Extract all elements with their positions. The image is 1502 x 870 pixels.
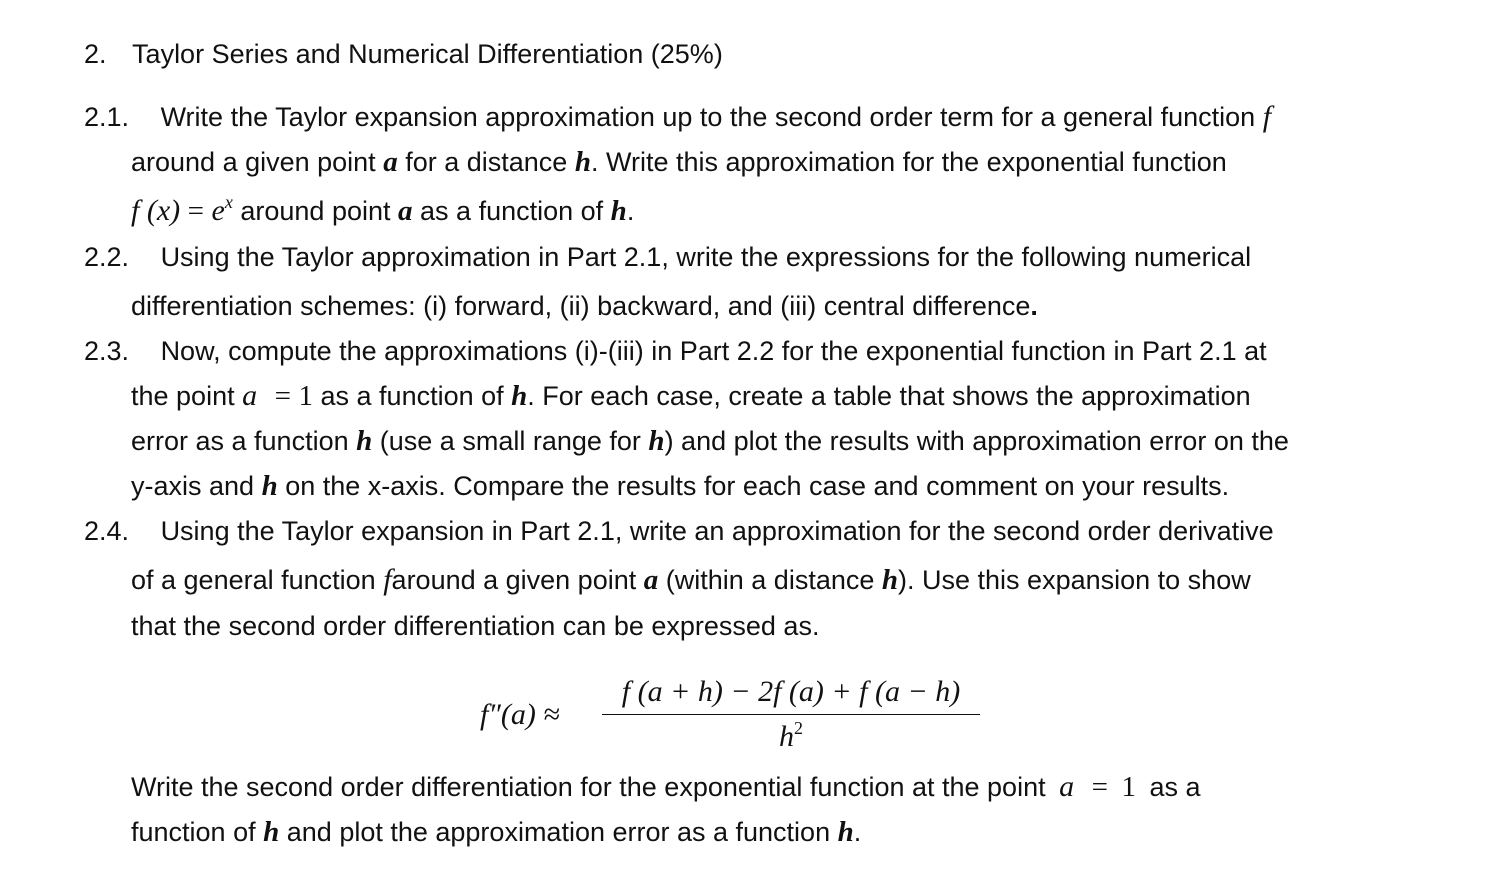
question-number: 2.3. [84,336,130,366]
formula-numerator: f (a + h) − 2f (a) + f (a − h) [621,675,961,708]
fraction-bar [602,714,980,715]
math-equals: = [1091,771,1108,803]
math-h: h [648,425,665,457]
question-2-1-line-2 [131,145,1227,179]
math-equals: = [187,195,205,227]
question-text: ). Use this expansion to show [898,565,1251,595]
math-a: a [383,146,398,178]
question-2-3-line-3 [131,424,1289,458]
section-title: Taylor Series and Numerical Differentiation (25%) [132,39,723,69]
question-2-4-write-line-2 [131,815,861,849]
question-text: . [626,196,635,226]
math-h: h [263,816,280,848]
math-equals: = [274,380,291,412]
question-text: as a [1149,772,1201,802]
question-2-2-line-2 [131,289,1038,323]
math-a: a [1059,770,1075,803]
question-text: that the second order differentiation can be expressed as. [131,611,820,641]
question-text: differentiation schemes: (i) forward, (ii) backward, and (iii) central difference [131,291,1031,321]
question-2-2-line-1 [84,240,1251,274]
formula-fraction [602,672,980,757]
math-one: 1 [1121,771,1136,803]
question-text: Using the Taylor expansion in Part 2.1, write an approximation for the second order derivative [160,516,1274,546]
question-text: as a function of [420,196,604,226]
denominator-exponent: 2 [794,718,803,738]
math-e: e [211,194,225,227]
question-number: 2.1. [84,102,130,132]
question-text: ) and plot the results with approximation error on the [664,426,1289,456]
question-text: around point [240,196,391,226]
question-2-4-write-line-1 [131,770,1201,804]
denominator-base: h [779,720,794,753]
math-h: h [574,146,591,178]
question-2-4-line-2 [131,563,1251,597]
question-text: . [853,817,862,847]
question-2-1-line-1 [84,100,1271,134]
section-number: 2. [84,39,107,69]
math-f: f [1262,100,1272,133]
question-2-4-line-1 [84,514,1274,548]
question-text: on the x-axis. Compare the results for each case and comment on your results. [285,471,1230,501]
math-h: h [881,564,899,596]
question-text: . For each case, create a table that shows the approximation [527,381,1251,411]
question-text: Now, compute the approximations (i)-(iii) in Part 2.2 for the exponential function in Part 2.1 at [160,336,1267,366]
math-a: a [398,195,413,227]
question-number: 2.2. [84,242,130,272]
question-text: the point [131,381,235,411]
math-h: h [511,380,528,412]
question-2-3-line-4 [131,469,1229,503]
math-h: h [261,470,278,502]
math-a: a [643,564,659,596]
question-text: around a given point [131,147,376,177]
question-2-1-line-3 [131,194,634,228]
question-2-3-line-2 [131,379,1251,413]
math-f: f [383,563,392,596]
math-h: h [837,816,854,848]
question-text: around a given point [391,565,637,595]
question-text: as a function of [320,381,504,411]
question-text: Using the Taylor approximation in Part 2.1, write the expressions for the following numerical [160,242,1252,272]
question-text: for a distance [405,147,568,177]
question-2-4-line-3 [131,609,819,643]
section-heading [84,37,723,71]
question-text: (within a distance [665,565,875,595]
question-text: (use a small range for [379,426,641,456]
question-text: . [1030,291,1038,321]
question-text: of a general function [131,565,376,595]
math-one: 1 [298,380,313,412]
formula-lhs: f″(a) ≈ [480,698,560,731]
math-exponent-x: x [224,192,233,212]
question-number: 2.4. [84,516,130,546]
question-text: function of [131,817,256,847]
math-h: h [610,195,627,227]
formula-denominator [602,717,980,757]
question-text: . Write this approximation for the exponential function [590,147,1227,177]
question-text: Write the second order differentiation for the exponential function at the point [131,772,1046,802]
question-2-3-line-1 [84,334,1267,368]
second-derivative-formula [480,672,1000,762]
math-a: a [242,379,258,412]
math-h: h [356,425,373,457]
question-text: Write the Taylor expansion approximation up to the second order term for a general function [160,102,1256,132]
question-text: error as a function [131,426,349,456]
question-text: and plot the approximation error as a function [286,817,831,847]
question-text: y-axis and [131,471,255,501]
math-fx: f (x) [131,194,181,227]
